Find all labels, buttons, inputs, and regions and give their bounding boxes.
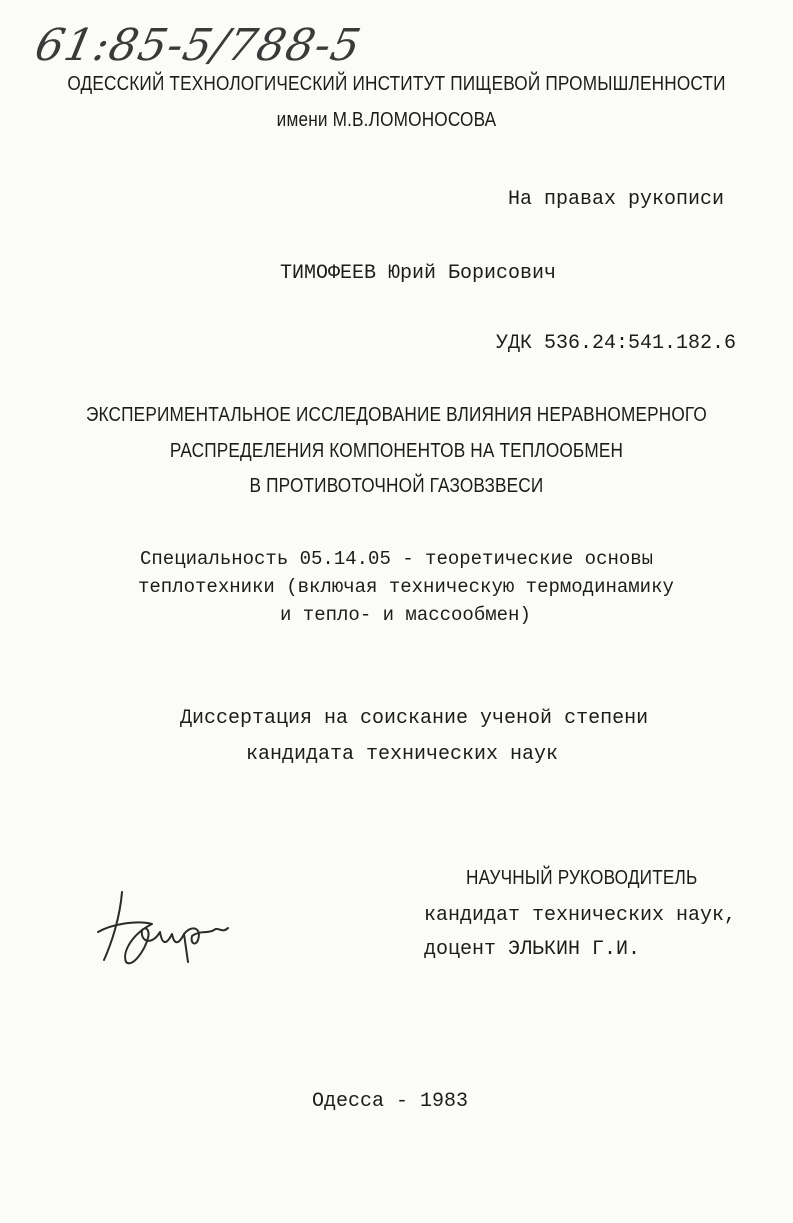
author-signature <box>92 872 262 972</box>
supervisor-name: доцент ЭЛЬКИН Г.И. <box>424 938 641 961</box>
degree-line-1: Диссертация на соискание ученой степени <box>180 707 649 730</box>
title-line-1: ЭКСПЕРИМЕНТАЛЬНОЕ ИССЛЕДОВАНИЕ ВЛИЯНИЯ НЕРАВНОМЕРНОГО <box>86 404 707 426</box>
udc-code: УДК 536.24:541.182.6 <box>496 332 737 355</box>
title-line-3: В ПРОТИВОТОЧНОЙ ГАЗОВЗВЕСИ <box>249 475 544 497</box>
supervisor-degree: кандидат технических наук, <box>424 904 737 927</box>
author-name: ТИМОФЕЕВ Юрий Борисович <box>280 262 557 285</box>
specialty-line-2: теплотехники (включая техническую термодинамику <box>138 576 674 598</box>
specialty-line-3: и тепло- и массообмен) <box>280 604 531 626</box>
place-and-year: Одесса - 1983 <box>312 1090 469 1113</box>
specialty-line-1: Специальность 05.14.05 - теоретические основы <box>140 548 654 570</box>
title-line-2: РАСПРЕДЕЛЕНИЯ КОМПОНЕНТОВ НА ТЕПЛООБМЕН <box>169 440 624 462</box>
degree-line-2: кандидата технических наук <box>246 743 559 766</box>
institute-honor: имени М.В.ЛОМОНОСОВА <box>276 109 497 131</box>
rights-note: На правах рукописи <box>508 188 725 211</box>
archive-number-text: 61:85-5/788-5 <box>30 20 366 71</box>
institute-name: ОДЕССКИЙ ТЕХНОЛОГИЧЕСКИЙ ИНСТИТУТ ПИЩЕВОЙ ПРОМЫШЛЕННОСТИ <box>67 73 726 95</box>
supervisor-heading: НАУЧНЫЙ РУКОВОДИТЕЛЬ <box>466 867 698 889</box>
handwritten-archive-number <box>30 8 366 78</box>
